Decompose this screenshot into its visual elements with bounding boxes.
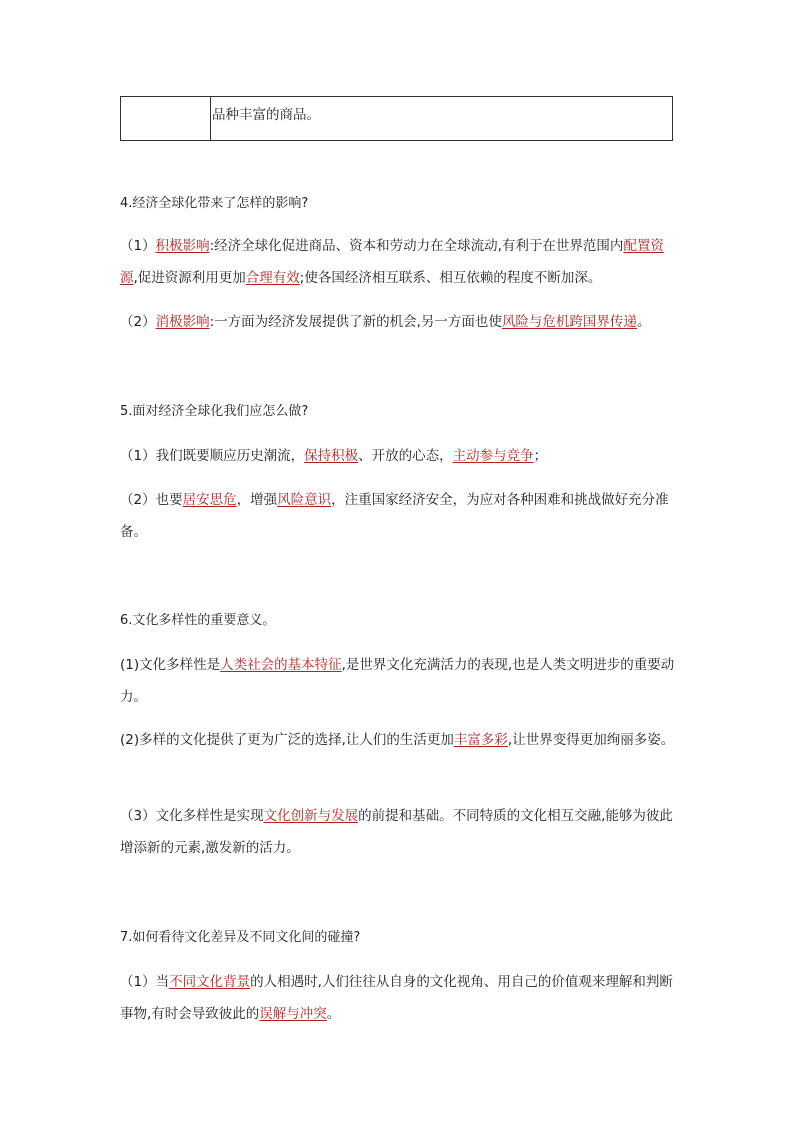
q7-p1-t2: 的人相遇时,人们往往从自身的文化视角、用自己的价值观来理解和判断事物,有时会导致彼此的 — [120, 974, 673, 1022]
q4-p1-t3: ;使各国经济相互联系、相互依赖的程度不断加深。 — [299, 270, 602, 286]
q5-p2-t3: ，注重国家经济安全，为应对各种困难和挑战做好充分准备。 — [120, 492, 669, 540]
q4-answer-1 — [120, 230, 680, 294]
q5-p2-hl2: 风险意识 — [277, 492, 332, 508]
q7-p1-t1: 当 — [155, 974, 170, 990]
q4-answer-2 — [120, 306, 680, 338]
q5-p1-t1: 我们既要顺应历史潮流， — [155, 448, 305, 464]
q7-p1-hl2: 误解与冲突 — [259, 1006, 327, 1022]
q6-p1-t1: 文化多样性是 — [139, 657, 221, 673]
q6-p1-t2: ,是世界文化充满活力的表现,也是人类文明进步的重要动力。 — [120, 657, 675, 705]
question-4-heading: 4.经济全球化带来了怎样的影响? — [120, 196, 309, 211]
table-cell: 品种丰富的商品。 — [212, 107, 320, 123]
table-fragment — [120, 96, 673, 141]
q6-p1-hl1: 人类社会的基本特征 — [220, 657, 342, 673]
q4-p2-num: （2） — [120, 314, 156, 330]
q4-p1-hl1: 积极影响 — [155, 238, 210, 254]
q6-p2-num: (2) — [120, 732, 140, 748]
q5-p1-t2: 、开放的心态， — [358, 448, 453, 464]
q4-p1-num: （1） — [120, 238, 156, 254]
q5-p2-num: （2） — [120, 492, 156, 508]
q5-p1-num: （1） — [120, 448, 156, 464]
q5-p1-hl2: 主动参与竞争 — [452, 448, 534, 464]
q6-p1-num: (1) — [120, 657, 140, 673]
q5-p1-hl1: 保持积极 — [304, 448, 359, 464]
q7-answer-1 — [120, 966, 680, 1030]
q4-p1-hl2: 配置资源 — [120, 238, 664, 286]
q6-answer-2 — [120, 724, 680, 756]
q6-p3-t1: 文化多样性是实现 — [155, 808, 264, 824]
question-5-heading: 5.面对经济全球化我们应怎么做? — [120, 404, 309, 419]
q5-answer-1 — [120, 440, 680, 472]
q6-p2-hl1: 丰富多彩 — [453, 732, 508, 748]
q6-answer-1 — [120, 649, 680, 713]
q4-p2-hl1: 消极影响 — [155, 314, 210, 330]
q5-p1-t3: ； — [533, 448, 548, 464]
q4-p1-t2: ,促进资源利用更加 — [133, 270, 246, 286]
q6-p3-hl1: 文化创新与发展 — [263, 808, 359, 824]
table-divider — [210, 97, 211, 140]
q4-p1-hl3: 合理有效 — [245, 270, 300, 286]
q7-p1-num: （1） — [120, 974, 156, 990]
q4-p2-hl2: 风险与危机跨国界传递 — [501, 314, 637, 330]
q6-p2-t2: ,让世界变得更加绚丽多姿。 — [507, 732, 675, 748]
q7-p1-t3: 。 — [326, 1006, 341, 1022]
q6-p3-t2: 的前提和基础。不同特质的文化相互交融,能够为彼此增添新的元素,激发新的活力。 — [120, 808, 673, 856]
q7-p1-hl1: 不同文化背景 — [169, 974, 251, 990]
q6-p2-t1: 多样的文化提供了更为广泛的选择,让人们的生活更加 — [139, 732, 454, 748]
q5-answer-2 — [120, 484, 680, 548]
q4-p2-t1: :一方面为经济发展提供了新的机会,另一方面也使 — [209, 314, 502, 330]
q6-p3-num: （3） — [120, 808, 156, 824]
question-6-heading: 6.文化多样性的重要意义。 — [120, 613, 276, 628]
q5-p2-t1: 也要 — [155, 492, 183, 508]
q5-p2-t2: ，增强 — [236, 492, 278, 508]
q6-answer-3 — [120, 800, 680, 864]
q4-p1-t1: :经济全球化促进商品、资本和劳动力在全球流动,有利于在世界范围内 — [209, 238, 624, 254]
q4-p2-t2: 。 — [636, 314, 651, 330]
q5-p2-hl1: 居安思危 — [182, 492, 237, 508]
question-7-heading: 7.如何看待文化差异及不同文化间的碰撞? — [120, 930, 361, 945]
